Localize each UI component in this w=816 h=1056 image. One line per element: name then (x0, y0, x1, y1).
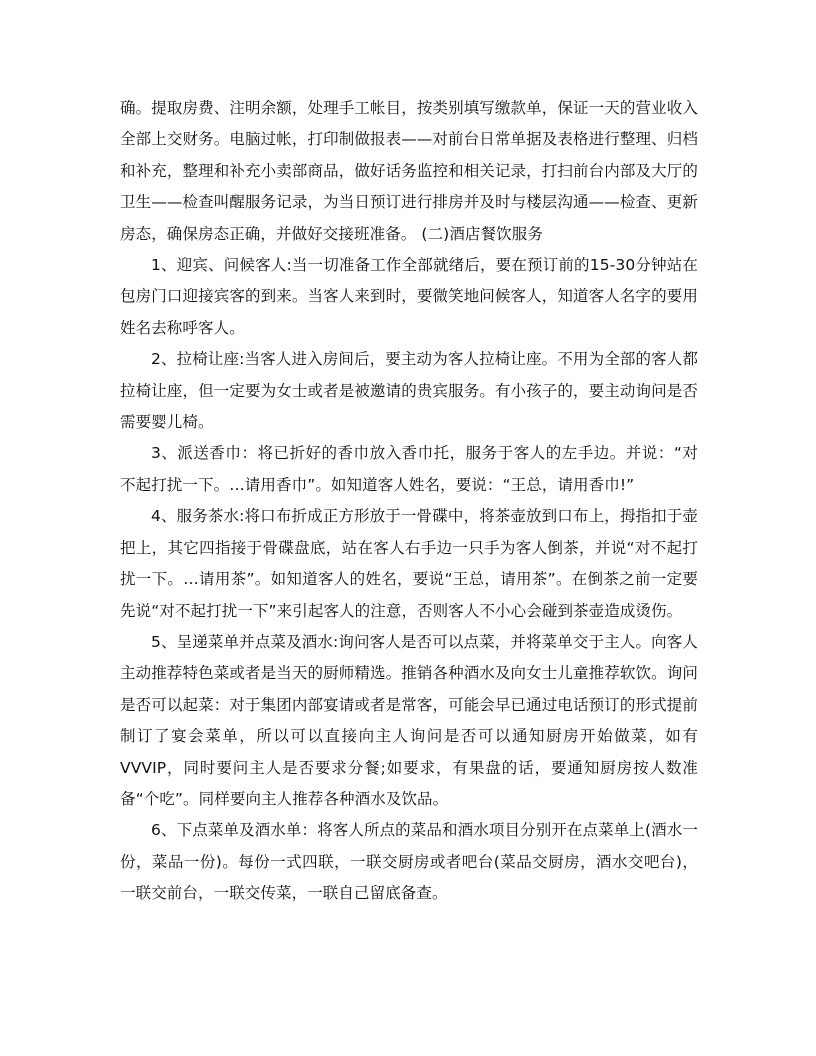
paragraph-greeting-guests: 1、迎宾、问候客人:当一切准备工作全部就绪后，要在预订前的15-30分钟站在包房门口迎接宾客的到来。当客人来到时，要微笑地问候客人，知道客人名字的要用姓名去称呼客人。 (120, 256, 698, 337)
paragraph-tea-service: 4、服务茶水:将口布折成正方形放于一骨碟中，将茶壶放到口布上，拇指扣于壶把上，其它四指接于骨碟盘底，站在客人右手边一只手为客人倒茶，并说“对不起打扰一下。…请用茶”。如知道客人的姓名，要说“王总，请用茶”。在倒茶之前一定要先说“对不起打扰一下”来引起客人的注意，否则客人不小心会碰到茶壶造成烫伤。 (120, 507, 698, 620)
paragraph-seating-guests: 2、拉椅让座:当客人进入房间后，要主动为客人拉椅让座。不用为全部的客人都拉椅让座，但一定要为女士或者是被邀请的贵宾服务。有小孩子的，要主动询问是否需要婴儿椅。 (120, 350, 698, 432)
paragraph-continued-front-desk: 确。提取房费、注明余额，处理手工帐目，按类别填写缴款单，保证一天的营业收入全部上交财务。电脑过帐，打印制做报表——对前台日常单据及表格进行整理、归档和补充，整理和补充小卖部商品，做好话务监控和相关记录，打扫前台内部及大厅的卫生——检查叫醒服务记录，为当日预订进行排房并及时与楼层沟通——检查、更新房态，确保房态正确，并做好交接班准备。 (二)酒店餐饮服务 (120, 99, 698, 243)
paragraph-hot-towels: 3、派送香巾：将已折好的香巾放入香巾托，服务于客人的左手边。并说：“对不起打扰一下。…请用香巾”。如知道客人姓名，要说：“王总，请用香巾!” (120, 444, 698, 494)
document-body (120, 93, 698, 910)
paragraph-menu-ordering: 5、呈递菜单并点菜及酒水:询问客人是否可以点菜，并将菜单交于主人。向客人主动推荐特色菜或者是当天的厨师精选。推销各种酒水及向女士儿童推荐软饮。询问是否可以起菜：对于集团内部宴请或者是常客，可能会早已通过电话预订的形式提前制订了宴会菜单，所以可以直接向主人询问是否可以通知厨房开始做菜，如有VVVIP，同时要问主人是否要求分餐;如要求，有果盘的话，要通知厨房按人数准备“个吃”。同样要向主人推荐各种酒水及饮品。 (120, 632, 698, 808)
paragraph-order-slips: 6、下点菜单及酒水单：将客人所点的菜品和酒水项目分别开在点菜单上(酒水一份，菜品一份)。每份一式四联，一联交厨房或者吧台(菜品交厨房，酒水交吧台)，一联交前台，一联交传菜，一联自己留底备查。 (120, 821, 698, 903)
